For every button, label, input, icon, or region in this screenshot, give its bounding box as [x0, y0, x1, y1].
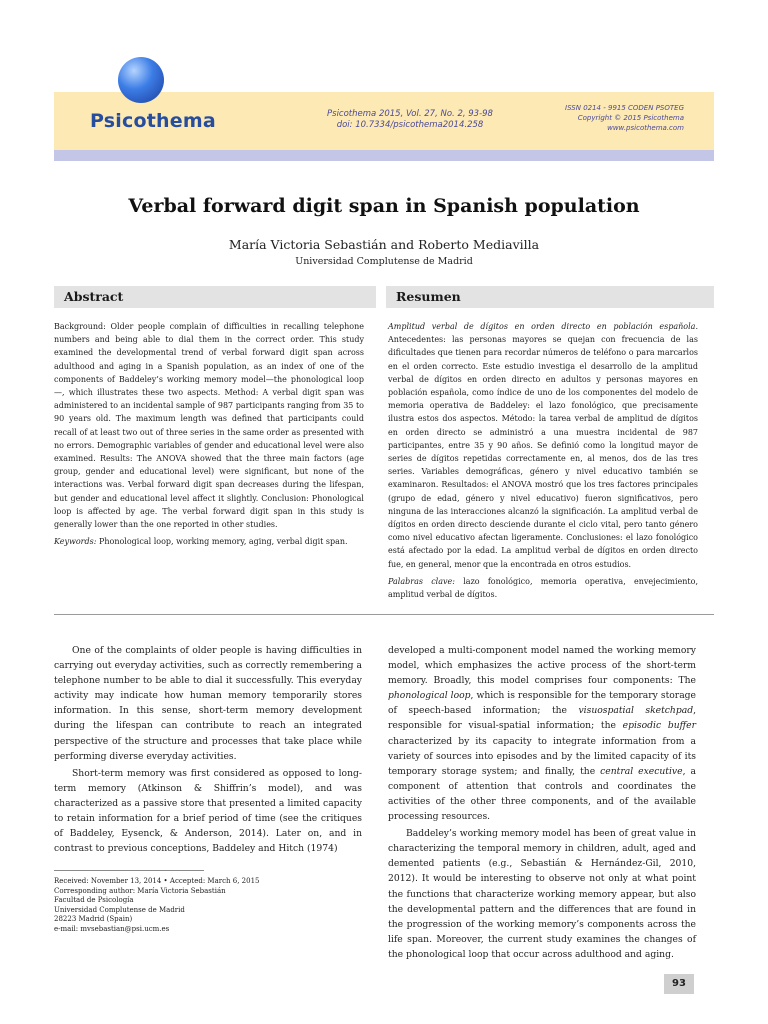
logo-globe-icon [118, 57, 164, 103]
header-stripe [54, 150, 714, 161]
received-date: Received: November 13, 2014 • Accepted: March 6, 2015 [54, 877, 260, 885]
body-paragraph: Baddeley’s working memory model has been of great value in characterizing the temporal memory in children, adult, aged and demented patients (e.g., Sebastián & Hernández-Gil, 2010, 2012). It would be interesting to observe not only at what point the functions that characterize working memory appear, but also the developmental pattern and the differences that are found in the progression of the working memory’s components across the life span. Moreover, the current study examines the changes of the phonological loop that occur across adulthood and aging. [388, 828, 696, 960]
body-paragraph [388, 643, 696, 824]
body-paragraph: One of the complaints of older people is having difficulties in carrying out everyday activities, such as correctly remembering a telephone number to be able to dial it successfully. This everyday activity may indicate how human memory temporarily stores information. In this sense, short-term memory development during the lifespan can contribute to reach an integrated perspective of the structure and processes that take place while performing diverse everyday activities. [54, 645, 362, 762]
palabras-clave-text: lazo fonológico, memoria operativa, envejecimiento, amplitud verbal de dígitos. [388, 576, 699, 600]
resumen-title: Amplitud verbal de dígitos en orden directo en población española. [388, 322, 698, 331]
abstract-keywords [54, 535, 364, 548]
resumen-text [388, 320, 698, 571]
term-central-executive: central executive [600, 765, 683, 777]
article-title: Verbal forward digit span in Spanish population [128, 195, 640, 217]
city: 28223 Madrid (Spain) [54, 915, 133, 924]
text-run: developed a multi-component model named the working memory model, which emphasizes the active process of the short-term memory. Broadly, this model comprises four components: The [388, 645, 696, 687]
palabras-clave-label: Palabras clave: [388, 576, 455, 586]
footnote [54, 877, 364, 935]
resumen-body: Antecedentes: las personas mayores se quejan con frecuencia de las dificultades que tienen para recordar números de teléfono o para marcarlos en el orden correcto. Este estudio investiga el desarrollo de la amplitud verbal de dígitos en orden directo en adultos y personas mayores en población española, como índice de uno de los componentes del modelo de memoria operativa de Baddeley: el lazo fonológico, que precisamente ilustra estos dos aspectos. Método: la tarea verbal de amplitud de dígitos en orden directo se administró a una muestra incidental de 987 participantes, entre 35 y 90 años. Se definió como la longitud mayor de series de dígitos repetidas correctamente en, al menos, dos de las tres series. Variables demográficas, género y nivel educativo también se examinaron. Resultados: el ANOVA mostró que los tres factores principales (grupo de edad, género y nivel educativo) fueron significativos, pero ninguna de las interacciones alcanzó la significación. La amplitud verbal de dígitos en orden directo desciende durante el ciclo vital, pero tanto género como nivel educativo afectan ligeramente. Conclusiones: el lazo fonológico está afectado por la edad. La amplitud verbal de dígitos en orden directo fue, en general, menor que la encontrada en otros estudios. [388, 335, 698, 569]
journal-ref: Psicothema 2015, Vol. 27, No. 2, 93-98 [327, 109, 493, 119]
article-authors: María Victoria Sebastián and Roberto Mediavilla [228, 237, 540, 252]
website: www.psicothema.com [607, 124, 684, 132]
term-visuospatial-sketchpad: visuospatial sketchpad [578, 705, 694, 717]
body-column-right [388, 643, 696, 962]
resumen-heading: Resumen [386, 286, 714, 308]
text-run: , which is responsible for the temporary storage of speech-based information; the [388, 690, 696, 717]
issn: ISSN 0214 - 9915 CODEN PSOTEG [565, 104, 684, 112]
section-divider [54, 614, 714, 615]
resumen-section [388, 320, 698, 601]
body-paragraph: Short-term memory was first considered as opposed to long-term memory (Atkinson & Shiffrin’s model), and was characterized as a passive store that presented a limited capacity to retain information for a brief period of time (see the critiques of Baddeley, Eysenck, & Anderson, 2014). Later on, and in contrast to previous conceptions, Baddeley and Hitch (1974) [54, 767, 362, 855]
article-affiliation: Universidad Complutense de Madrid [295, 256, 473, 267]
journal-logo: Psicothema [90, 110, 216, 132]
abstract-heading: Abstract [54, 286, 376, 308]
resumen-keywords [388, 575, 698, 601]
body-column-left [54, 643, 362, 856]
term-episodic-buffer: episodic buffer [622, 720, 696, 732]
abstract-text: Background: Older people complain of difficulties in recalling telephone numbers and being able to dial them in the correct order. This study examined the developmental trend of verbal forward digit span across adulthood and aging in a Spanish population, as an index of one of the components of Baddeley’s working memory model—the phonological loop—, which illustrates these two aspects. Method: A verbal digit span was administered to an incidental sample of 987 participants ranging from 35 to 90 years old. The maximum length was defined that participants could recall of at least two out of three series in the same order as presented with no errors. Demographic variables of gender and educational level were also examined. Results: The ANOVA showed that the three main factors (age group, gender and educational level) were significant, but none of the interactions was. Verbal forward digit span decreases during the lifespan, but gender and educational level affect it slightly. Conclusion: Phonological loop is affected by age. The verbal forward digit span in this study is generally lower than the one reported in other studies. [54, 322, 364, 530]
footnote-rule [54, 870, 204, 871]
faculty: Facultad de Psicología [54, 896, 134, 905]
keywords-label: Keywords: [54, 537, 97, 547]
text-run: , a component of attention that controls and coordinates the activities of the other three components, and of the available processing resources. [388, 765, 696, 823]
text-run: , responsible for visual-spatial information; the [388, 705, 697, 732]
email: e-mail: mvsebastian@psi.ucm.es [54, 924, 170, 933]
copyright: Copyright © 2015 Psicothema [577, 114, 684, 122]
text-run: characterized by its capacity to integrate information from a variety of sources into episodes and by the limited capacity of its temporary storage system; and finally, the [388, 735, 696, 777]
corresponding-author: Corresponding author: María Victoria Sebastián [54, 886, 226, 895]
journal-info [520, 103, 684, 133]
page-number: 93 [664, 974, 694, 994]
keywords-text: Phonological loop, working memory, aging, verbal digit span. [98, 537, 348, 547]
journal-citation [300, 109, 520, 131]
university: Universidad Complutense de Madrid [54, 905, 185, 914]
doi: doi: 10.7334/psicothema2014.258 [336, 120, 484, 130]
term-phonological-loop: phonological loop [388, 690, 471, 702]
abstract-section [54, 320, 364, 548]
